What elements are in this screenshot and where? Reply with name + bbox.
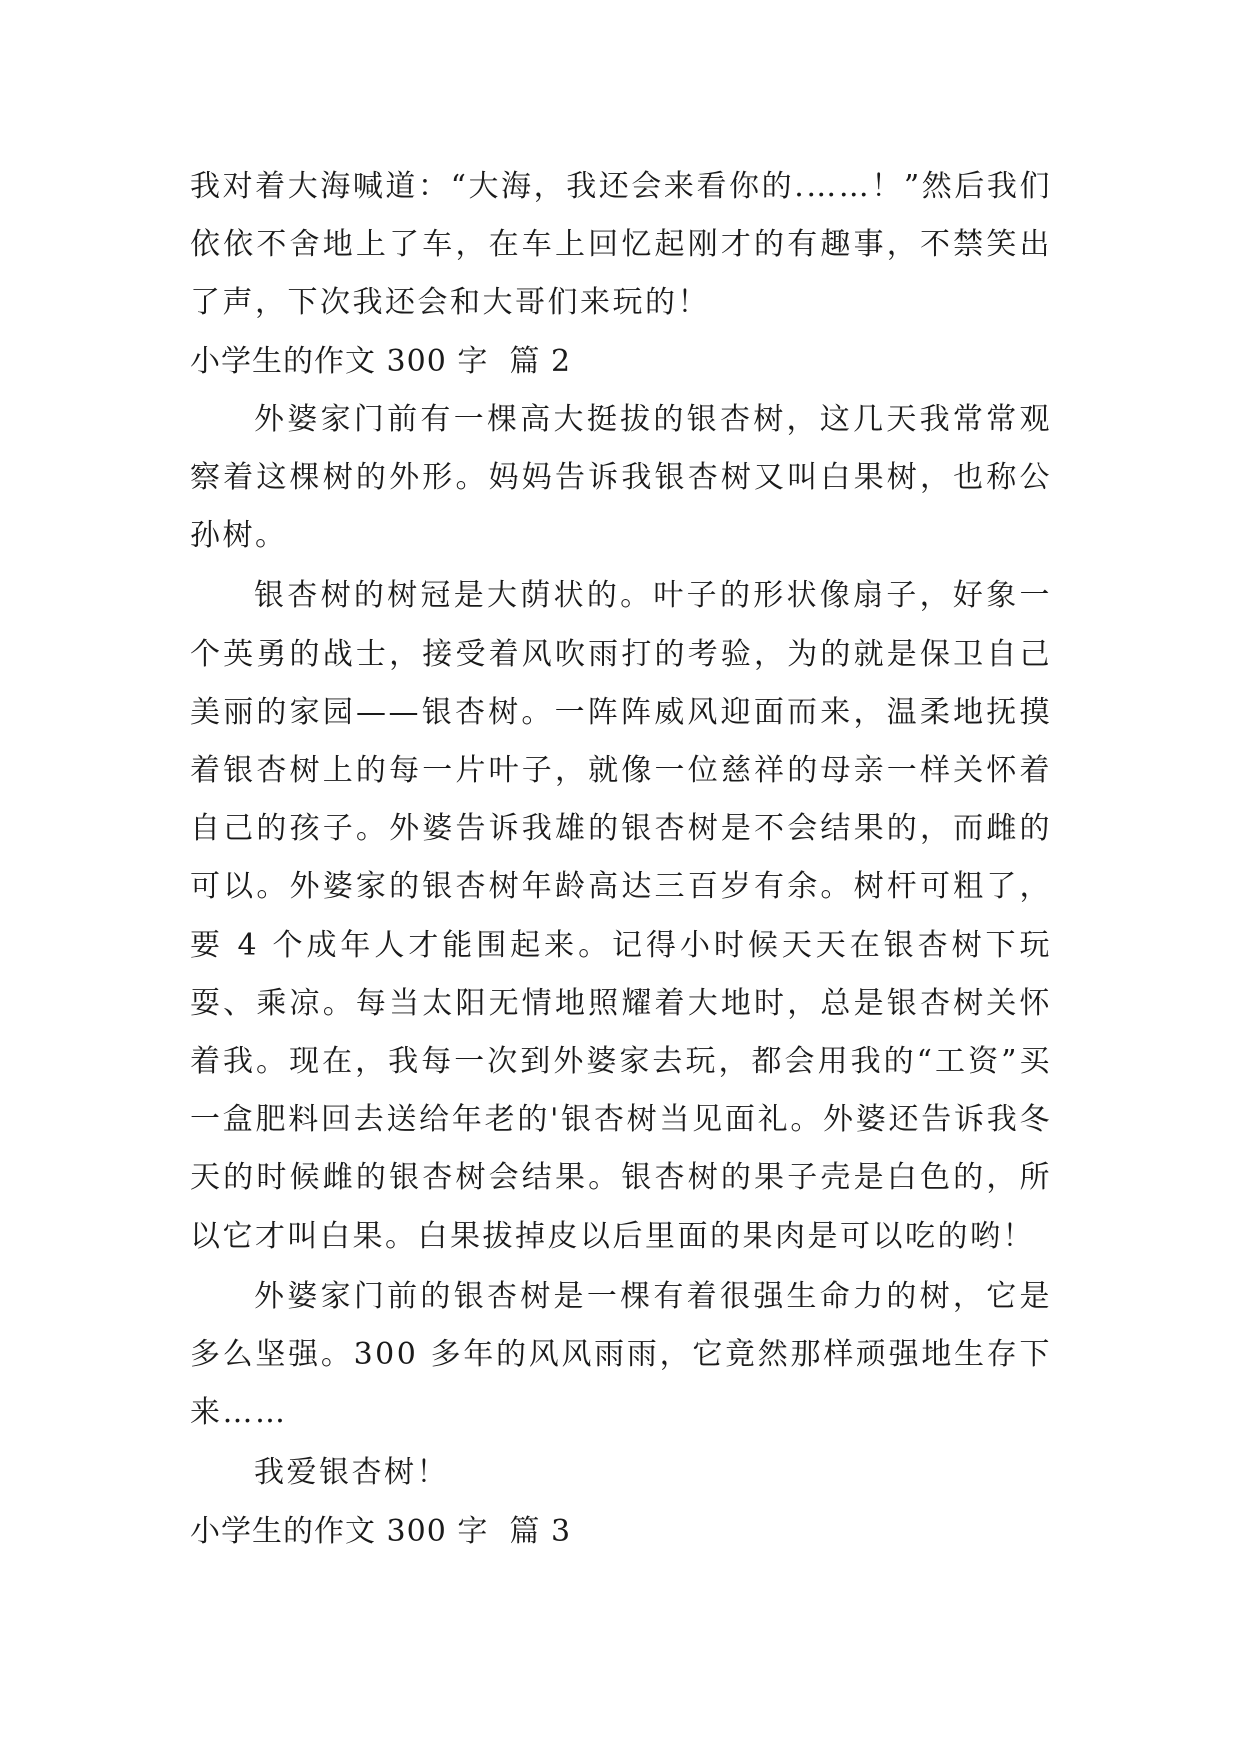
- document-body: [190, 158, 1052, 1561]
- paragraph-ginkgo-intro: 外婆家门前有一棵高大挺拔的银杏树，这几天我常常观察着这棵树的外形。妈妈告诉我银杏树又叫白果树，也称公孙树。: [190, 401, 1052, 554]
- paragraph-love-ginkgo: 我爱银杏树！: [254, 1455, 449, 1491]
- essay-2-heading: 小学生的作文 300 字 篇 2: [190, 343, 572, 379]
- paragraph-ginkgo-description: 银杏树的树冠是大荫状的。叶子的形状像扇子，好象一个英勇的战士，接受着风吹雨打的考验，为的就是保卫自己美丽的家园——银杏树。一阵阵威风迎面而来，温柔地抚摸着银杏树上的每一片叶子，就像一位慈祥的母亲一样关怀着自己的孩子。外婆告诉我雄的银杏树是不会结果的，而雌的可以。外婆家的银杏树年龄高达三百岁有余。树杆可粗了，要 4 个成年人才能围起来。记得小时候天天在银杏树下玩耍、乘凉。每当太阳无情地照耀着大地时，总是银杏树关怀着我。现在，我每一次到外婆家去玩，都会用我的“工资”买一盒肥料回去送给年老的'银杏树当见面礼。外婆还告诉我冬天的时候雌的银杏树会结果。银杏树的果子壳是白色的，所以它才叫白果。白果拔掉皮以后里面的果肉是可以吃的哟！: [190, 578, 1052, 1254]
- paragraph-ginkgo-strength: 外婆家门前的银杏树是一棵有着很强生命力的树，它是多么坚强。300 多年的风风雨雨，它竟然那样顽强地生存下来……: [190, 1278, 1052, 1431]
- essay-3-heading: 小学生的作文 300 字 篇 3: [190, 1513, 572, 1549]
- paragraph-ending-essay-1: 我对着大海喊道：“大海，我还会来看你的.……！”然后我们依依不舍地上了车，在车上回忆起刚才的有趣事，不禁笑出了声，下次我还会和大哥们来玩的！: [190, 169, 1052, 321]
